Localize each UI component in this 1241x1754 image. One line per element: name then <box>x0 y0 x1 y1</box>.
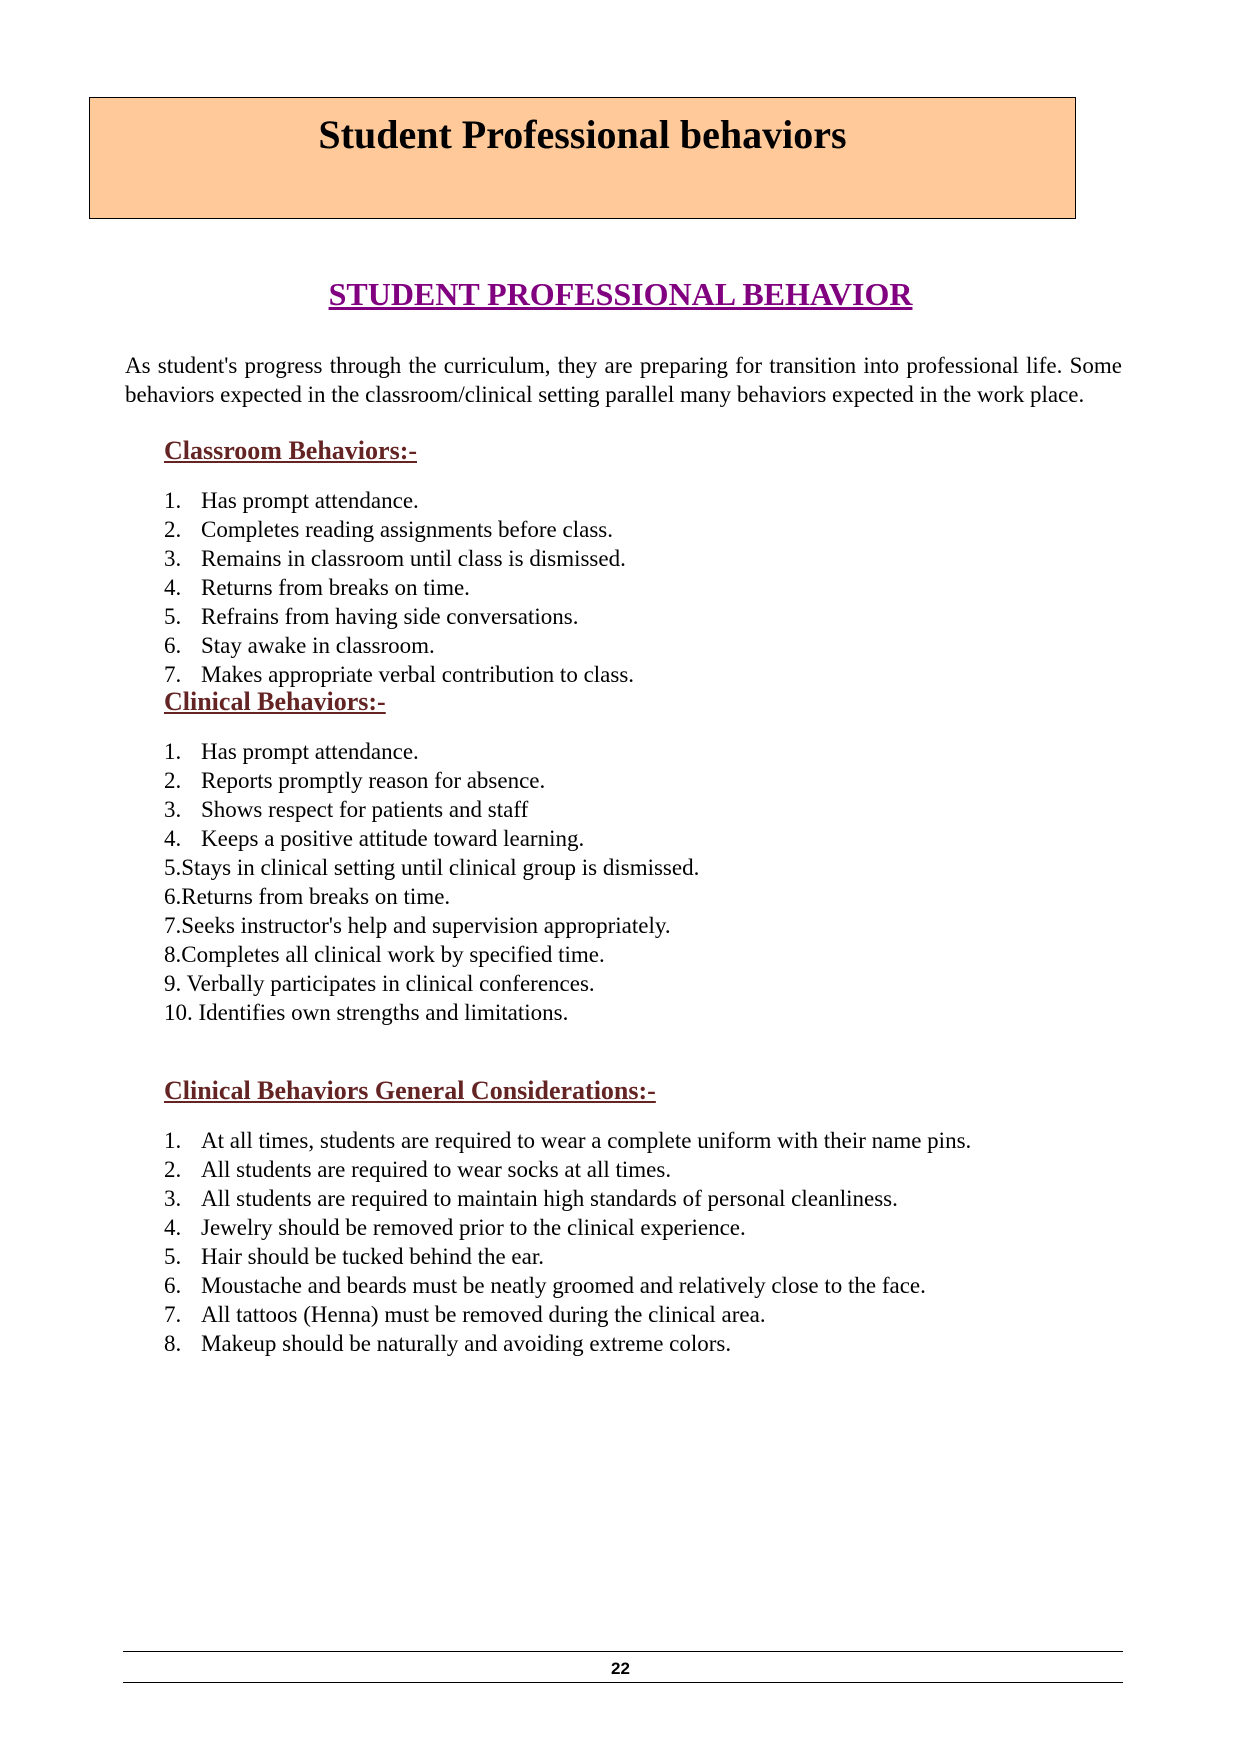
list-item: 1. Has prompt attendance. <box>164 739 419 764</box>
list-item: 7.Seeks instructor's help and supervision appropriately. <box>164 913 671 938</box>
section-heading: STUDENT PROFESSIONAL BEHAVIOR <box>328 276 913 312</box>
list-item: 3. Remains in classroom until class is dismissed. <box>164 546 626 571</box>
list-item: 4. Returns from breaks on time. <box>164 575 470 600</box>
list-item: 6. Stay awake in classroom. <box>164 633 435 658</box>
list-item: 1. Has prompt attendance. <box>164 488 419 513</box>
considerations-heading: Clinical Behaviors General Considerations:- <box>164 1076 656 1105</box>
list-item: 4. Jewelry should be removed prior to the clinical experience. <box>164 1215 746 1240</box>
list-item: 10. Identifies own strengths and limitations. <box>164 1000 569 1025</box>
list-item: 1. At all times, students are required to wear a complete uniform with their name pins. <box>164 1128 972 1153</box>
list-item: 6. Moustache and beards must be neatly groomed and relatively close to the face. <box>164 1273 926 1298</box>
classroom-list <box>164 486 634 689</box>
clinical-heading: Clinical Behaviors:- <box>164 687 386 716</box>
footer-rule-top <box>123 1651 1123 1652</box>
considerations-list <box>164 1126 971 1358</box>
list-item: 8. Makeup should be naturally and avoiding extreme colors. <box>164 1331 732 1356</box>
list-item: 9. Verbally participates in clinical conferences. <box>164 971 595 996</box>
list-item: 2. All students are required to wear socks at all times. <box>164 1157 672 1182</box>
list-item: 3. All students are required to maintain high standards of personal cleanliness. <box>164 1186 898 1211</box>
list-item: 6.Returns from breaks on time. <box>164 884 451 909</box>
list-item: 7. Makes appropriate verbal contribution to class. <box>164 662 635 687</box>
list-item: 4. Keeps a positive attitude toward learning. <box>164 826 585 851</box>
page-number: 22 <box>611 1659 630 1678</box>
list-item: 7. All tattoos (Henna) must be removed during the clinical area. <box>164 1302 766 1327</box>
title-banner <box>89 97 1076 219</box>
list-item: 8.Completes all clinical work by specified time. <box>164 942 605 967</box>
clinical-list <box>164 737 699 1027</box>
intro-paragraph: As student's progress through the curriculum, they are preparing for transition into professional life. Some behaviors expected in the classroom/clinical setting parallel many behaviors expected in the work place. <box>125 353 1122 407</box>
list-item: 5. Refrains from having side conversations. <box>164 604 579 629</box>
list-item: 2. Completes reading assignments before class. <box>164 517 613 542</box>
classroom-heading: Classroom Behaviors:- <box>164 436 418 465</box>
list-item: 5.Stays in clinical setting until clinical group is dismissed. <box>164 855 700 880</box>
list-item: 5. Hair should be tucked behind the ear. <box>164 1244 544 1269</box>
list-item: 3. Shows respect for patients and staff <box>164 797 529 822</box>
list-item: 2. Reports promptly reason for absence. <box>164 768 546 793</box>
banner-title: Student Professional behaviors <box>318 112 847 157</box>
footer-rule-bottom <box>123 1682 1123 1683</box>
